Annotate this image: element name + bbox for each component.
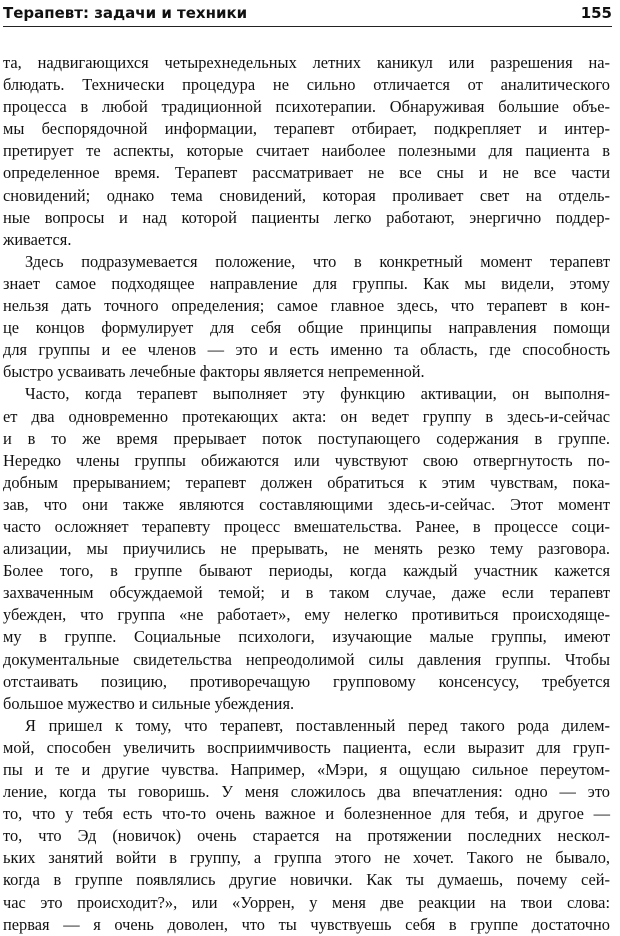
text-line: ление, когда ты говоришь. У меня сложилось два впечатления: одно — это xyxy=(3,782,610,802)
page-number: 155 xyxy=(580,4,612,22)
text-line: час это происходит?», или «Уоррен, у меня две реакции на твои слова: xyxy=(3,892,610,912)
text-line: нельзя дать точного определения; самое главное здесь, что терапевт в кон- xyxy=(3,296,610,316)
text-line: когда в группе появлялись другие новички. Как ты думаешь, почему сей- xyxy=(3,870,610,890)
text-line: Более того, в группе бывают периоды, когда каждый участник кажется xyxy=(3,561,610,581)
paragraph xyxy=(3,52,610,251)
paragraph xyxy=(3,251,610,384)
text-line: мой, способен увеличить восприимчивость пациента, если выразит для груп- xyxy=(3,737,610,757)
text-line: и в то же время прерывает поток поступающего содержания в группе. xyxy=(3,428,610,448)
text-line: документальные свидетельства непреодолимой силы давления группы. Чтобы xyxy=(3,649,610,669)
text-line: то, что Эд (новичок) очень старается на протяжении последних нескол- xyxy=(3,826,610,846)
text-line: му в группе. Социальные психологи, изучающие малые группы, имеют xyxy=(3,627,610,647)
text-line: ьких занятий войти в группу, а группа этого не хочет. Такого не бывало, xyxy=(3,848,610,868)
paragraph xyxy=(3,715,610,936)
text-line: большое мужество и сильные убеждения. xyxy=(3,693,295,713)
text-line: знает самое подходящее направление для группы. Как мы видели, этому xyxy=(3,273,610,293)
text-line: процесса в любой традиционной психотерапии. Обнаруживая большие объе- xyxy=(3,97,610,117)
text-line: мы беспорядочной информации, терапевт отбирает, подкрепляет и интер- xyxy=(3,119,610,139)
running-header xyxy=(3,2,612,24)
text-line: претирует те аспекты, которые считает наиболее полезными для пациента в xyxy=(3,141,610,161)
text-line: быстро усваивать лечебные факторы является непременной. xyxy=(3,362,425,382)
text-line: Здесь подразумевается положение, что в конкретный момент терапевт xyxy=(25,251,610,271)
paragraph xyxy=(3,383,610,714)
header-rule xyxy=(3,26,612,27)
text-line: блюдать. Технически процедура не сильно отличается от аналитического xyxy=(3,75,610,95)
text-line: сновидений; однако тема сновидений, которая проливает свет на отдель- xyxy=(3,185,610,205)
text-line: Я пришел к тому, что терапевт, поставленный перед такого рода дилем- xyxy=(25,715,610,735)
text-line: определенное время. Терапевт рассматривает не все сны и не все части xyxy=(3,163,610,183)
text-line: первая — я очень доволен, что ты чувствуешь себя в группе достаточно xyxy=(3,914,610,934)
text-line: ализации, мы приучились не прерывать, не менять резко тему разговора. xyxy=(3,539,610,559)
text-line: Нередко члены группы обижаются или чувствуют свою отвергнутость по- xyxy=(3,450,610,470)
text-line: захваченным обсуждаемой темой; и в таком случае, даже если терапевт xyxy=(3,583,610,603)
body-text xyxy=(3,52,610,936)
text-line: та, надвигающихся четырехнедельных летних каникул или разрешения на- xyxy=(3,53,610,72)
text-line: добным прерыванием; терапевт должен обратиться к этим чувствам, пока- xyxy=(3,472,610,492)
text-line: то, что у тебя есть что-то очень важное и болезненное для тебя, и другое — xyxy=(3,804,610,824)
text-line: пы и те и другие чувства. Например, «Мэри, я ощущаю сильное переутом- xyxy=(3,760,610,779)
text-line: ет два одновременно протекающих акта: он ведет группу в здесь-и-сейчас xyxy=(3,406,610,426)
chapter-title: Терапевт: задачи и техники xyxy=(3,4,248,22)
text-line: зав, что они также являются составляющими здесь-и-сейчас. Этот момент xyxy=(3,494,610,514)
text-line: отстаивать позицию, противоречащую групповому консенсусу, требуется xyxy=(3,671,610,691)
text-line: часто осложняет терапевту процесс вмешательства. Ранее, в процессе соци- xyxy=(3,516,610,536)
text-line: це концов формулирует для себя общие принципы направления помощи xyxy=(3,318,610,338)
text-line: для группы и ее членов — это и есть именно та область, где способность xyxy=(3,340,610,360)
text-line: ные вопросы и над которой пациенты легко работают, энергично поддер- xyxy=(3,207,610,227)
text-line: убежден, что группа «не работает», ему нелегко противиться происходящe- xyxy=(3,605,610,625)
text-line: живается. xyxy=(3,229,72,249)
text-line: Часто, когда терапевт выполняет эту функцию активации, он выполня- xyxy=(25,384,610,404)
